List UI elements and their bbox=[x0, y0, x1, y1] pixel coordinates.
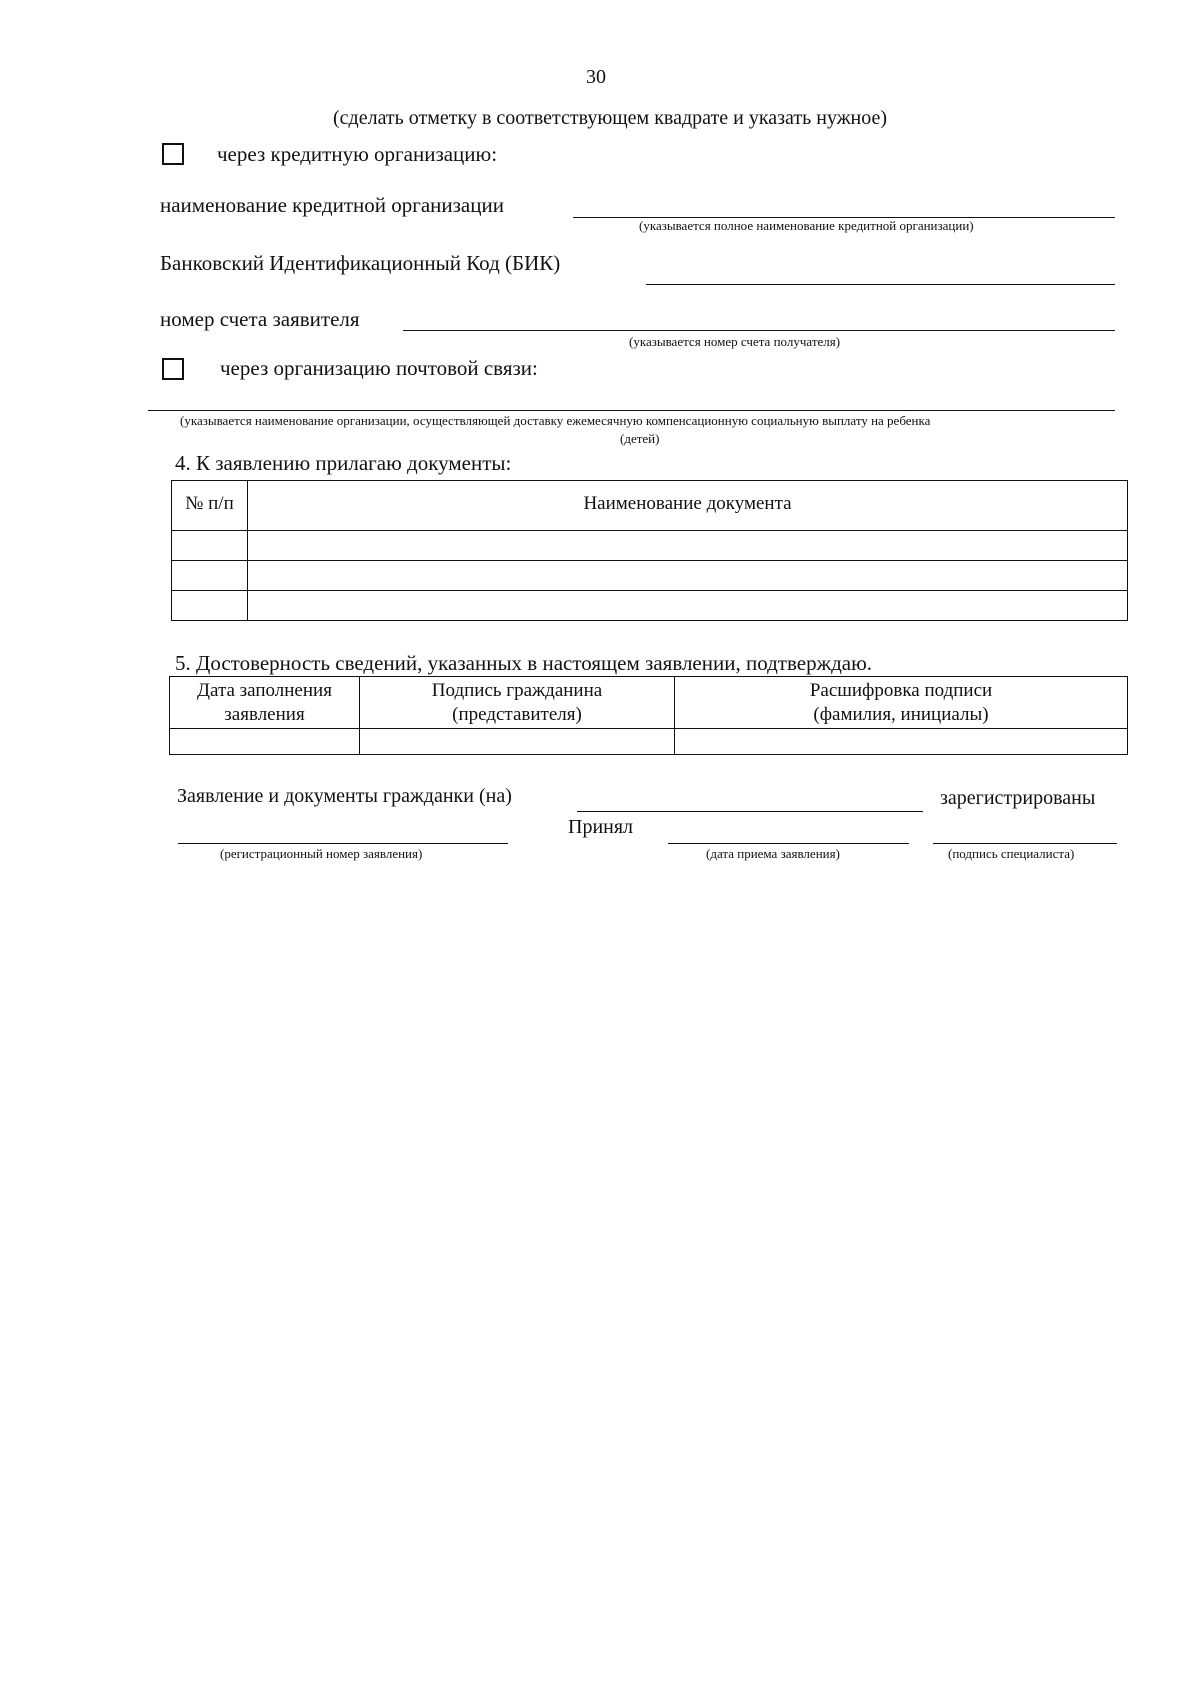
decoding-header-line2: (фамилия, инициалы) bbox=[813, 703, 989, 725]
post-org-hint-line1: (указывается наименование организации, осуществляющей доставку ежемесячную компенсационную социальную выплату на ребенка bbox=[180, 413, 931, 428]
column-header-signature bbox=[360, 677, 675, 729]
table-row bbox=[172, 561, 1128, 591]
org-name-field[interactable] bbox=[575, 192, 1115, 214]
document-number-cell[interactable] bbox=[172, 591, 248, 621]
registration-text-right: зарегистрированы bbox=[940, 787, 1096, 809]
signature-header-line2: (представителя) bbox=[452, 703, 582, 725]
page-number: 30 bbox=[586, 66, 606, 88]
account-hint: (указывается номер счета получателя) bbox=[629, 334, 841, 349]
signature-decoding-cell[interactable] bbox=[675, 729, 1128, 755]
fill-date-header-line2: заявления bbox=[224, 703, 305, 725]
bank-option-label: через кредитную организацию: bbox=[217, 142, 498, 166]
document-number-cell[interactable] bbox=[172, 561, 248, 591]
org-name-hint: (указывается полное наименование кредитной организации) bbox=[639, 218, 974, 233]
post-option-checkbox[interactable] bbox=[162, 358, 184, 380]
org-name-label: наименование кредитной организации bbox=[160, 193, 504, 217]
column-header-fill-date bbox=[170, 677, 360, 729]
registration-name-field[interactable] bbox=[580, 784, 920, 806]
signature-hint: (подпись специалиста) bbox=[948, 846, 1075, 861]
account-underline bbox=[403, 330, 1115, 331]
fill-date-header-line1: Дата заполнения bbox=[197, 679, 332, 701]
signature-header-line1: Подпись гражданина bbox=[431, 679, 603, 701]
table-row bbox=[172, 591, 1128, 621]
confirmation-heading: 5. Достоверность сведений, указанных в настоящем заявлении, подтверждаю. bbox=[175, 651, 873, 675]
documents-header-row bbox=[172, 481, 1128, 531]
account-label: номер счета заявителя bbox=[160, 307, 360, 331]
account-field[interactable] bbox=[405, 306, 1113, 328]
date-underline bbox=[668, 843, 909, 844]
table-row bbox=[172, 531, 1128, 561]
bik-field[interactable] bbox=[648, 258, 1113, 280]
document-number-cell[interactable] bbox=[172, 531, 248, 561]
accepted-label: Принял bbox=[568, 816, 634, 838]
column-header-signature-decoding bbox=[675, 677, 1128, 729]
post-org-underline bbox=[148, 410, 1115, 411]
document-name-cell[interactable] bbox=[248, 561, 1128, 591]
reg-number-hint: (регистрационный номер заявления) bbox=[220, 846, 423, 861]
bik-label: Банковский Идентификационный Код (БИК) bbox=[160, 251, 561, 275]
documents-table bbox=[171, 480, 1128, 621]
registration-text-left: Заявление и документы гражданки (на) bbox=[177, 785, 512, 807]
decoding-header-line1: Расшифровка подписи bbox=[809, 679, 993, 701]
column-header-number: № п/п bbox=[172, 481, 248, 531]
bik-underline bbox=[646, 284, 1115, 285]
document-name-cell[interactable] bbox=[248, 591, 1128, 621]
column-header-document-name: Наименование документа bbox=[248, 481, 1128, 531]
post-option-label: через организацию почтовой связи: bbox=[220, 356, 538, 380]
instruction-text: (сделать отметку в соответствующем квадрате и указать нужное) bbox=[333, 107, 887, 129]
registration-name-underline bbox=[577, 811, 923, 812]
post-org-field[interactable] bbox=[152, 386, 1112, 408]
document-name-cell[interactable] bbox=[248, 531, 1128, 561]
reg-number-underline bbox=[178, 843, 508, 844]
confirmation-header-row bbox=[170, 677, 1128, 729]
table-row bbox=[170, 729, 1128, 755]
fill-date-cell[interactable] bbox=[170, 729, 360, 755]
confirmation-table bbox=[169, 676, 1128, 755]
post-org-hint-line2: (детей) bbox=[620, 431, 660, 446]
specialist-signature-underline bbox=[933, 843, 1117, 844]
bank-option-checkbox[interactable] bbox=[162, 143, 184, 165]
documents-heading: 4. К заявлению прилагаю документы: bbox=[175, 451, 512, 475]
signature-cell[interactable] bbox=[360, 729, 675, 755]
date-hint: (дата приема заявления) bbox=[706, 846, 840, 861]
